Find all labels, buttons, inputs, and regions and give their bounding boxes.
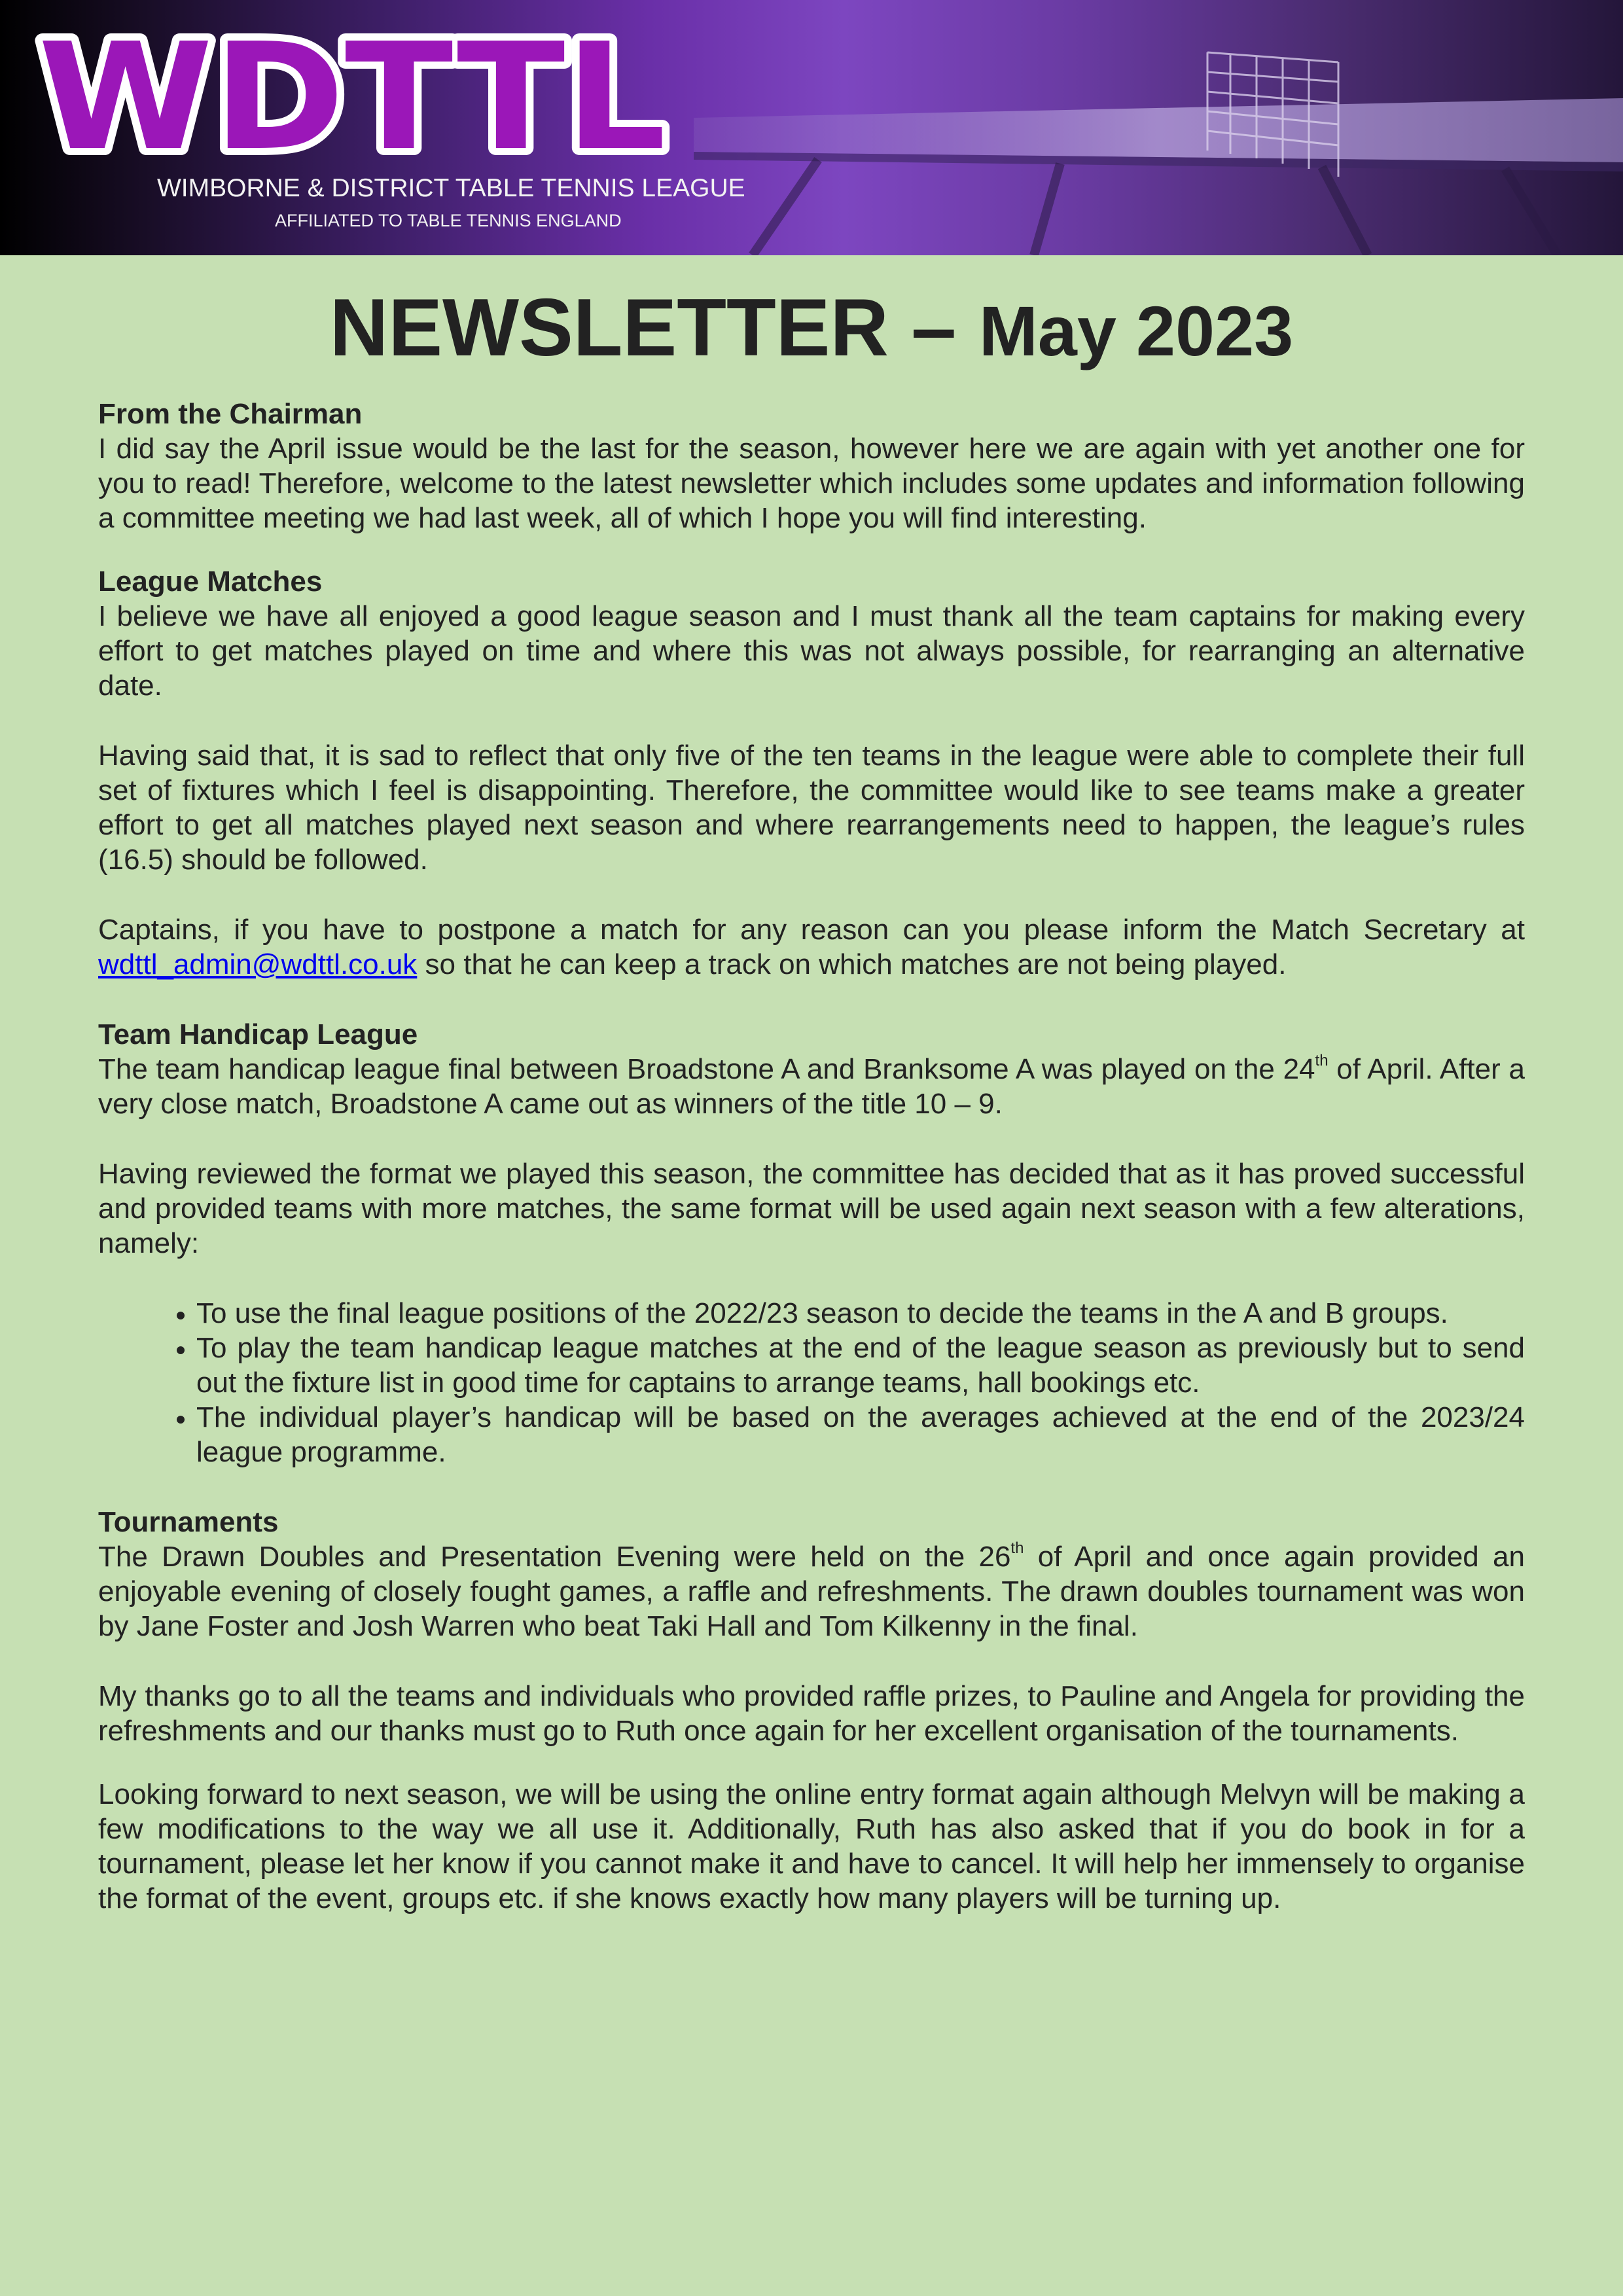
title-date: May 2023 <box>978 291 1294 370</box>
handicap-p1-ordinal: th <box>1315 1052 1329 1069</box>
list-item: • To use the final league positions of the 2022/23 season to decide the teams in the A and B groups. <box>196 1296 1525 1331</box>
league-p3-after: so that he can keep a track on which matches are not being played. <box>417 948 1287 980</box>
handicap-p1-after: of April. After a very close match, Broadstone A came out as winners of the title 10 – 9. <box>98 1053 1525 1120</box>
heading-chairman: From the Chairman <box>98 398 363 430</box>
handicap-paragraph-1 <box>98 1052 1525 1121</box>
heading-tournaments: Tournaments <box>98 1506 279 1538</box>
tournaments-p1-after: of April and once again provided an enjoyable evening of closely fought games, a raffle and refreshments. The drawn doubles tournament was won by Jane Foster and Josh Warren who beat Taki Hall and Tom Kilkenny in the final. <box>98 1541 1525 1642</box>
section-league-matches <box>98 564 1525 982</box>
heading-team-handicap: Team Handicap League <box>98 1018 418 1050</box>
league-p3-before: Captains, if you have to postpone a match for any reason can you please inform the Match Secretary at <box>98 914 1525 946</box>
list-item: • The individual player’s handicap will be based on the averages achieved at the end of the 2023/24 league programme. <box>196 1400 1525 1469</box>
newsletter-title <box>0 281 1623 374</box>
handicap-alterations-list <box>98 1296 1525 1469</box>
affiliation-text: AFFILIATED TO TABLE TENNIS ENGLAND <box>275 211 622 230</box>
match-secretary-email-link[interactable]: wdttl_admin@wdttl.co.uk <box>98 948 418 980</box>
league-paragraph-2: Having said that, it is sad to reflect that only five of the ten teams in the league were able to complete their full set of fixtures which I feel is disappointing. Therefore, the committee would like to see teams make a greater effort to get all matches played next season and where rearrangements need to happen, the league’s rules (16.5) should be followed. <box>98 740 1525 876</box>
title-main: NEWSLETTER – <box>329 283 979 373</box>
tournaments-paragraph-1 <box>98 1539 1525 1643</box>
newsletter-body <box>98 397 1525 1916</box>
tournaments-p1-ordinal: th <box>1010 1539 1024 1557</box>
list-item: • To play the team handicap league matches at the end of the league season as previously but to send out the fixture list in good time for captains to arrange teams, hall bookings etc. <box>196 1331 1525 1400</box>
section-chairman <box>98 397 1525 535</box>
heading-league-matches: League Matches <box>98 565 323 598</box>
header-banner <box>0 0 1623 255</box>
section-tournaments <box>98 1505 1525 1916</box>
wdttl-logo <box>26 12 681 175</box>
handicap-p1-before: The team handicap league final between Broadstone A and Branksome A was played on the 24 <box>98 1053 1315 1085</box>
league-paragraph-3 <box>98 912 1525 982</box>
tournaments-paragraph-2: My thanks go to all the teams and individuals who provided raffle prizes, to Pauline and Angela for providing the refreshments and our thanks must go to Ruth once again for her excellent organisation of the tournaments. <box>98 1680 1525 1747</box>
logo-letters: WDTTL <box>38 12 667 175</box>
league-paragraph-1: I believe we have all enjoyed a good league season and I must thank all the team captains for making every effort to get matches played on time and where this was not always possible, for rearranging an alternative date. <box>98 600 1525 702</box>
logo-wordmark <box>26 12 681 175</box>
league-name: WIMBORNE & DISTRICT TABLE TENNIS LEAGUE <box>157 174 745 202</box>
chairman-paragraph-1: I did say the April issue would be the last for the season, however here we are again with yet another one for you to read! Therefore, welcome to the latest newsletter which includes some updates and information following a committee meeting we had last week, all of which I hope you will find interesting. <box>98 433 1525 534</box>
tournaments-p1-before: The Drawn Doubles and Presentation Evening were held on the 26 <box>98 1541 1011 1573</box>
tournaments-paragraph-3: Looking forward to next season, we will be using the online entry format again although Melvyn will be making a few modifications to the way we all use it. Additionally, Ruth has also asked that if you do book in for a tournament, please let her know if you cannot make it and have to cancel. It will help her immensely to organise the format of the event, groups etc. if she knows exactly how many players will be turning up. <box>98 1778 1525 1914</box>
handicap-paragraph-2: Having reviewed the format we played this season, the committee has decided that as it has proved successful and provided teams with more matches, the same format will be used again next season with a few alterations, namely: <box>98 1158 1525 1259</box>
section-team-handicap <box>98 1017 1525 1469</box>
